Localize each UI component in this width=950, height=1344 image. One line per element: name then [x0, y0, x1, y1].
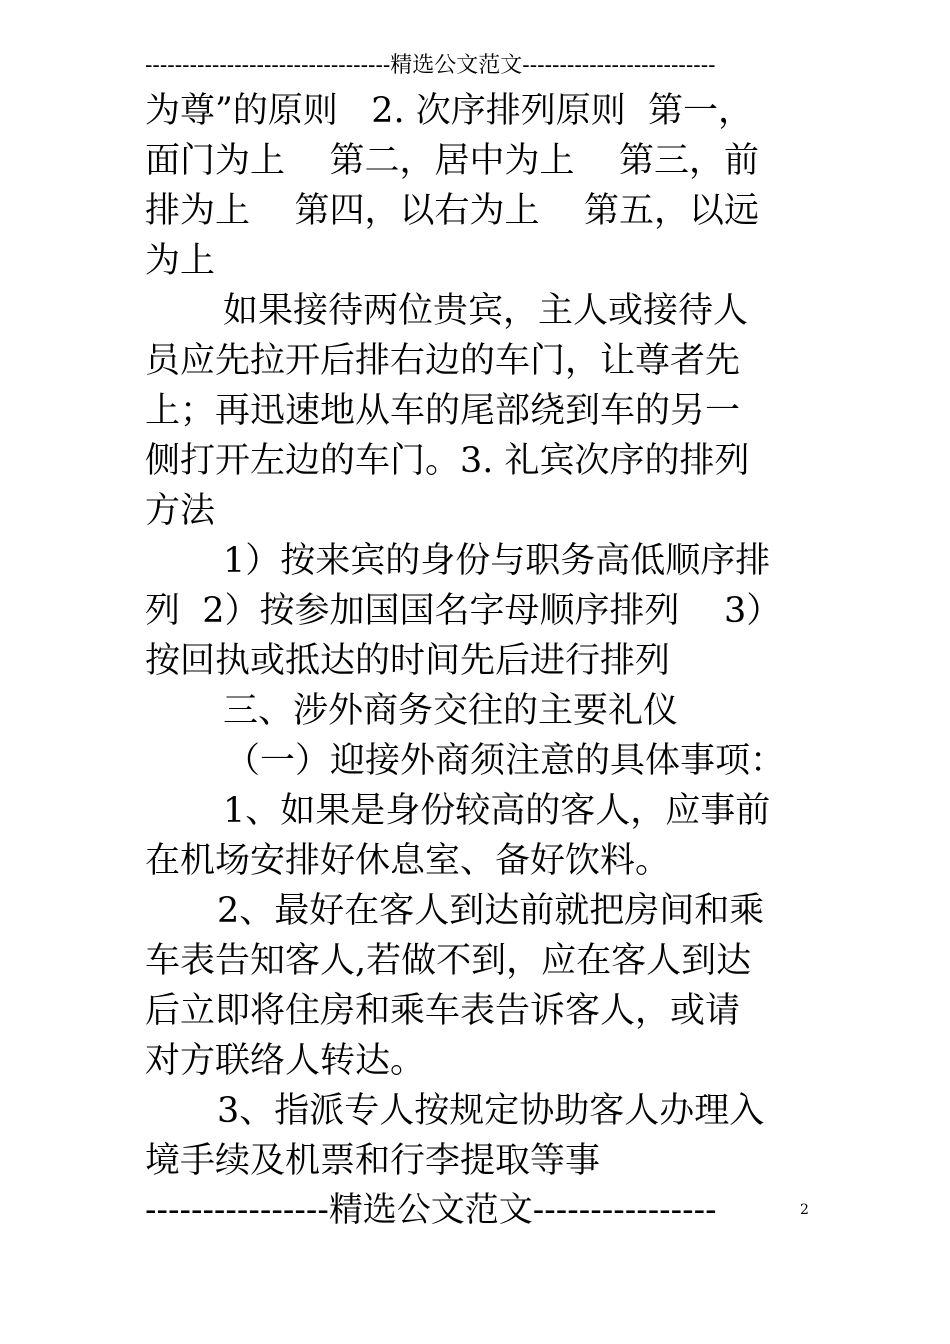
text-line: 列 2）按参加国国名字母顺序排列 3） — [145, 591, 782, 631]
text-line: 方法 — [145, 491, 216, 531]
text-line: 境手续及机票和行李提取等事 — [145, 1141, 601, 1181]
paragraph-start-line: 如果接待两位贵宾，主人或接待人 — [223, 291, 749, 331]
text-line: 侧打开左边的车门。3. 礼宾次序的排列 — [145, 441, 750, 481]
page-number: 2 — [800, 1202, 809, 1218]
text-line: 面门为上 第二，居中为上 第三，前 — [145, 141, 760, 181]
paragraph-start-line: 2、最好在客人到达前就把房间和乘 — [217, 891, 765, 931]
page-header: ---------------------------------精选公文范文-------------------------- — [145, 53, 716, 78]
paragraph-start-line: 1、如果是身份较高的客人，应事前 — [223, 791, 771, 831]
text-line: 对方联络人转达。 — [145, 1041, 426, 1081]
page-footer: ----------------精选公文范文---------------- — [145, 1190, 717, 1230]
text-line: 排为上 第四，以右为上 第五，以远 — [145, 191, 760, 231]
text-line: 为尊”的原则 2. 次序排列原则 第一， — [145, 91, 754, 131]
text-line: 车表告知客人,若做不到，应在客人到达 — [145, 941, 752, 981]
text-line: 按回执或抵达的时间先后进行排列 — [145, 641, 671, 681]
text-line: 员应先拉开后排右边的车门，让尊者先 — [145, 341, 741, 381]
text-line: 为上 — [145, 241, 216, 281]
section-heading: 三、涉外商务交往的主要礼仪 — [223, 691, 679, 731]
paragraph-start-line: 3、指派专人按规定协助客人办理入 — [217, 1091, 765, 1131]
text-line: 后立即将住房和乘车表告诉客人，或请 — [145, 991, 741, 1031]
text-line: 上；再迅速地从车的尾部绕到车的另一 — [145, 391, 741, 431]
paragraph-start-line: 1）按来宾的身份与职务高低顺序排 — [223, 541, 771, 581]
text-line: 在机场安排好休息室、备好饮料。 — [145, 841, 671, 881]
subsection-heading: （一）迎接外商须注意的具体事项： — [225, 741, 786, 781]
document-body — [145, 86, 807, 1186]
